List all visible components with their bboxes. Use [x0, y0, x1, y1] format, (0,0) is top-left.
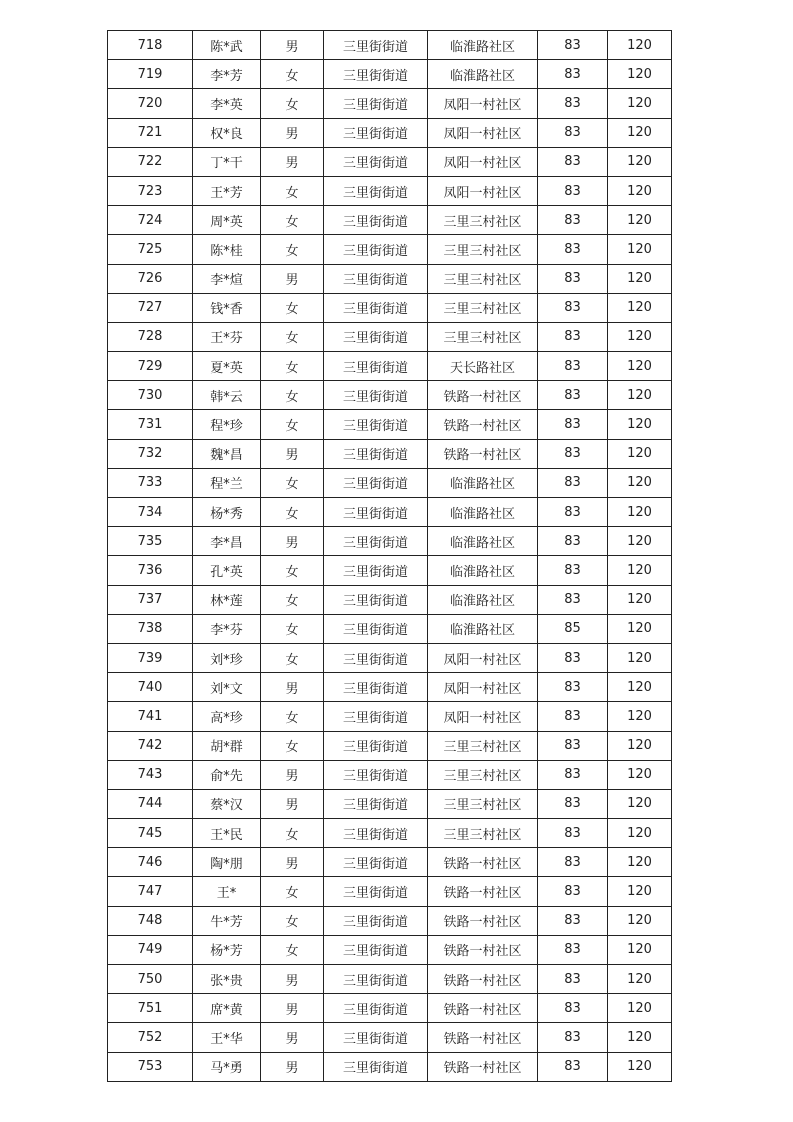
- cell-value-a: 83: [538, 410, 608, 439]
- cell-value-a: 83: [538, 935, 608, 964]
- cell-community: 铁路一村社区: [428, 935, 538, 964]
- table-row: [108, 1023, 672, 1052]
- table-row: [108, 410, 672, 439]
- cell-gender: 女: [261, 702, 324, 731]
- cell-name: 杨*秀: [193, 498, 261, 527]
- cell-subdistrict: 三里街街道: [324, 906, 428, 935]
- table-row: [108, 731, 672, 760]
- cell-row-number: 753: [108, 1052, 193, 1081]
- table-row: [108, 1052, 672, 1081]
- cell-community: 凤阳一村社区: [428, 702, 538, 731]
- cell-community: 天长路社区: [428, 352, 538, 381]
- cell-name: 席*黄: [193, 994, 261, 1023]
- cell-name: 陈*桂: [193, 235, 261, 264]
- cell-value-b: 120: [608, 935, 672, 964]
- cell-community: 凤阳一村社区: [428, 673, 538, 702]
- cell-subdistrict: 三里街街道: [324, 352, 428, 381]
- cell-community: 三里三村社区: [428, 322, 538, 351]
- cell-value-a: 83: [538, 877, 608, 906]
- cell-subdistrict: 三里街街道: [324, 147, 428, 176]
- table-row: [108, 789, 672, 818]
- cell-gender: 女: [261, 206, 324, 235]
- cell-gender: 男: [261, 789, 324, 818]
- cell-value-b: 120: [608, 731, 672, 760]
- cell-community: 凤阳一村社区: [428, 118, 538, 147]
- cell-value-a: 83: [538, 1052, 608, 1081]
- cell-community: 铁路一村社区: [428, 906, 538, 935]
- cell-gender: 女: [261, 293, 324, 322]
- table-row: [108, 439, 672, 468]
- cell-value-b: 120: [608, 439, 672, 468]
- cell-community: 三里三村社区: [428, 235, 538, 264]
- cell-name: 刘*文: [193, 673, 261, 702]
- cell-value-a: 85: [538, 614, 608, 643]
- cell-subdistrict: 三里街街道: [324, 702, 428, 731]
- cell-value-b: 120: [608, 614, 672, 643]
- cell-subdistrict: 三里街街道: [324, 468, 428, 497]
- cell-name: 王*芬: [193, 322, 261, 351]
- cell-value-b: 120: [608, 235, 672, 264]
- cell-value-b: 120: [608, 352, 672, 381]
- cell-value-b: 120: [608, 556, 672, 585]
- cell-name: 陶*朋: [193, 848, 261, 877]
- table-row: [108, 702, 672, 731]
- cell-value-b: 120: [608, 585, 672, 614]
- cell-community: 临淮路社区: [428, 527, 538, 556]
- cell-name: 王*民: [193, 819, 261, 848]
- cell-value-b: 120: [608, 789, 672, 818]
- cell-subdistrict: 三里街街道: [324, 789, 428, 818]
- cell-row-number: 744: [108, 789, 193, 818]
- cell-row-number: 739: [108, 643, 193, 672]
- cell-value-a: 83: [538, 994, 608, 1023]
- cell-gender: 女: [261, 556, 324, 585]
- cell-community: 凤阳一村社区: [428, 89, 538, 118]
- cell-value-a: 83: [538, 468, 608, 497]
- cell-gender: 男: [261, 760, 324, 789]
- cell-community: 三里三村社区: [428, 731, 538, 760]
- cell-subdistrict: 三里街街道: [324, 819, 428, 848]
- cell-value-a: 83: [538, 906, 608, 935]
- cell-row-number: 751: [108, 994, 193, 1023]
- cell-row-number: 745: [108, 819, 193, 848]
- cell-subdistrict: 三里街街道: [324, 731, 428, 760]
- table-body: [108, 31, 672, 1082]
- cell-gender: 男: [261, 994, 324, 1023]
- cell-gender: 女: [261, 935, 324, 964]
- cell-subdistrict: 三里街街道: [324, 614, 428, 643]
- cell-community: 临淮路社区: [428, 614, 538, 643]
- cell-community: 铁路一村社区: [428, 848, 538, 877]
- cell-row-number: 735: [108, 527, 193, 556]
- cell-value-b: 120: [608, 60, 672, 89]
- cell-value-a: 83: [538, 819, 608, 848]
- cell-value-a: 83: [538, 673, 608, 702]
- cell-value-b: 120: [608, 702, 672, 731]
- cell-subdistrict: 三里街街道: [324, 498, 428, 527]
- cell-row-number: 731: [108, 410, 193, 439]
- cell-subdistrict: 三里街街道: [324, 89, 428, 118]
- cell-subdistrict: 三里街街道: [324, 585, 428, 614]
- cell-row-number: 752: [108, 1023, 193, 1052]
- cell-name: 夏*英: [193, 352, 261, 381]
- cell-value-b: 120: [608, 381, 672, 410]
- cell-gender: 女: [261, 585, 324, 614]
- table-row: [108, 264, 672, 293]
- cell-subdistrict: 三里街街道: [324, 322, 428, 351]
- cell-community: 临淮路社区: [428, 585, 538, 614]
- table-row: [108, 760, 672, 789]
- cell-value-a: 83: [538, 322, 608, 351]
- cell-value-a: 83: [538, 60, 608, 89]
- cell-value-b: 120: [608, 965, 672, 994]
- cell-value-a: 83: [538, 264, 608, 293]
- cell-name: 胡*群: [193, 731, 261, 760]
- table-row: [108, 994, 672, 1023]
- cell-subdistrict: 三里街街道: [324, 31, 428, 60]
- table-row: [108, 322, 672, 351]
- table-row: [108, 935, 672, 964]
- cell-value-a: 83: [538, 789, 608, 818]
- table-row: [108, 527, 672, 556]
- cell-name: 王*: [193, 877, 261, 906]
- cell-name: 陈*武: [193, 31, 261, 60]
- cell-community: 铁路一村社区: [428, 439, 538, 468]
- table-row: [108, 235, 672, 264]
- cell-subdistrict: 三里街街道: [324, 877, 428, 906]
- cell-value-a: 83: [538, 89, 608, 118]
- cell-community: 铁路一村社区: [428, 1052, 538, 1081]
- table-row: [108, 89, 672, 118]
- cell-value-a: 83: [538, 235, 608, 264]
- cell-gender: 女: [261, 498, 324, 527]
- cell-gender: 男: [261, 1052, 324, 1081]
- cell-gender: 女: [261, 614, 324, 643]
- cell-value-b: 120: [608, 468, 672, 497]
- cell-value-b: 120: [608, 147, 672, 176]
- cell-value-a: 83: [538, 1023, 608, 1052]
- cell-subdistrict: 三里街街道: [324, 60, 428, 89]
- cell-community: 铁路一村社区: [428, 1023, 538, 1052]
- cell-subdistrict: 三里街街道: [324, 673, 428, 702]
- cell-row-number: 741: [108, 702, 193, 731]
- cell-value-a: 83: [538, 147, 608, 176]
- cell-value-a: 83: [538, 206, 608, 235]
- cell-community: 临淮路社区: [428, 60, 538, 89]
- cell-value-b: 120: [608, 760, 672, 789]
- cell-row-number: 738: [108, 614, 193, 643]
- cell-row-number: 724: [108, 206, 193, 235]
- cell-name: 韩*云: [193, 381, 261, 410]
- cell-gender: 女: [261, 60, 324, 89]
- cell-subdistrict: 三里街街道: [324, 848, 428, 877]
- cell-value-b: 120: [608, 527, 672, 556]
- cell-gender: 男: [261, 439, 324, 468]
- table-row: [108, 468, 672, 497]
- cell-value-a: 83: [538, 31, 608, 60]
- cell-row-number: 740: [108, 673, 193, 702]
- cell-gender: 女: [261, 352, 324, 381]
- table-row: [108, 877, 672, 906]
- cell-value-b: 120: [608, 673, 672, 702]
- cell-row-number: 725: [108, 235, 193, 264]
- cell-row-number: 728: [108, 322, 193, 351]
- cell-community: 凤阳一村社区: [428, 643, 538, 672]
- table-row: [108, 147, 672, 176]
- cell-name: 牛*芳: [193, 906, 261, 935]
- table-row: [108, 498, 672, 527]
- table-row: [108, 906, 672, 935]
- cell-value-b: 120: [608, 322, 672, 351]
- table-row: [108, 352, 672, 381]
- cell-value-a: 83: [538, 527, 608, 556]
- cell-name: 李*英: [193, 89, 261, 118]
- cell-name: 高*珍: [193, 702, 261, 731]
- table-row: [108, 643, 672, 672]
- table-row: [108, 293, 672, 322]
- cell-gender: 女: [261, 731, 324, 760]
- cell-name: 李*煊: [193, 264, 261, 293]
- cell-row-number: 737: [108, 585, 193, 614]
- table-row: [108, 381, 672, 410]
- table-row: [108, 614, 672, 643]
- cell-value-a: 83: [538, 293, 608, 322]
- cell-subdistrict: 三里街街道: [324, 235, 428, 264]
- cell-community: 铁路一村社区: [428, 994, 538, 1023]
- table-row: [108, 118, 672, 147]
- cell-subdistrict: 三里街街道: [324, 935, 428, 964]
- cell-value-a: 83: [538, 556, 608, 585]
- cell-gender: 女: [261, 89, 324, 118]
- cell-subdistrict: 三里街街道: [324, 1023, 428, 1052]
- cell-name: 马*勇: [193, 1052, 261, 1081]
- cell-community: 临淮路社区: [428, 468, 538, 497]
- cell-subdistrict: 三里街街道: [324, 1052, 428, 1081]
- cell-name: 周*英: [193, 206, 261, 235]
- cell-community: 凤阳一村社区: [428, 147, 538, 176]
- cell-name: 丁*干: [193, 147, 261, 176]
- cell-community: 铁路一村社区: [428, 381, 538, 410]
- cell-row-number: 719: [108, 60, 193, 89]
- cell-subdistrict: 三里街街道: [324, 118, 428, 147]
- cell-community: 凤阳一村社区: [428, 176, 538, 205]
- cell-row-number: 729: [108, 352, 193, 381]
- table-row: [108, 673, 672, 702]
- cell-community: 三里三村社区: [428, 760, 538, 789]
- cell-value-b: 120: [608, 994, 672, 1023]
- cell-gender: 男: [261, 1023, 324, 1052]
- cell-value-a: 83: [538, 965, 608, 994]
- cell-row-number: 746: [108, 848, 193, 877]
- cell-value-b: 120: [608, 206, 672, 235]
- cell-value-a: 83: [538, 585, 608, 614]
- cell-value-b: 120: [608, 906, 672, 935]
- cell-row-number: 736: [108, 556, 193, 585]
- cell-name: 王*芳: [193, 176, 261, 205]
- cell-name: 李*芳: [193, 60, 261, 89]
- cell-subdistrict: 三里街街道: [324, 439, 428, 468]
- cell-community: 临淮路社区: [428, 31, 538, 60]
- cell-value-a: 83: [538, 381, 608, 410]
- cell-value-b: 120: [608, 410, 672, 439]
- cell-value-a: 83: [538, 848, 608, 877]
- cell-row-number: 734: [108, 498, 193, 527]
- cell-gender: 女: [261, 468, 324, 497]
- cell-value-b: 120: [608, 643, 672, 672]
- table-row: [108, 556, 672, 585]
- cell-subdistrict: 三里街街道: [324, 760, 428, 789]
- cell-gender: 女: [261, 877, 324, 906]
- cell-name: 杨*芳: [193, 935, 261, 964]
- cell-community: 临淮路社区: [428, 498, 538, 527]
- cell-community: 铁路一村社区: [428, 877, 538, 906]
- cell-gender: 男: [261, 118, 324, 147]
- cell-community: 三里三村社区: [428, 819, 538, 848]
- cell-gender: 男: [261, 264, 324, 293]
- roster-table: [107, 30, 672, 1082]
- cell-subdistrict: 三里街街道: [324, 643, 428, 672]
- cell-row-number: 723: [108, 176, 193, 205]
- cell-row-number: 732: [108, 439, 193, 468]
- cell-name: 蔡*汉: [193, 789, 261, 818]
- table-row: [108, 206, 672, 235]
- cell-subdistrict: 三里街街道: [324, 381, 428, 410]
- table-row: [108, 31, 672, 60]
- cell-row-number: 750: [108, 965, 193, 994]
- cell-row-number: 722: [108, 147, 193, 176]
- cell-row-number: 726: [108, 264, 193, 293]
- cell-name: 钱*香: [193, 293, 261, 322]
- cell-gender: 女: [261, 176, 324, 205]
- cell-value-b: 120: [608, 293, 672, 322]
- table-row: [108, 585, 672, 614]
- table-row: [108, 60, 672, 89]
- cell-gender: 女: [261, 819, 324, 848]
- cell-name: 魏*昌: [193, 439, 261, 468]
- cell-name: 俞*先: [193, 760, 261, 789]
- cell-row-number: 748: [108, 906, 193, 935]
- cell-value-a: 83: [538, 439, 608, 468]
- cell-value-a: 83: [538, 760, 608, 789]
- cell-row-number: 749: [108, 935, 193, 964]
- cell-value-b: 120: [608, 498, 672, 527]
- cell-name: 孔*英: [193, 556, 261, 585]
- cell-row-number: 718: [108, 31, 193, 60]
- cell-value-b: 120: [608, 819, 672, 848]
- cell-subdistrict: 三里街街道: [324, 264, 428, 293]
- cell-gender: 男: [261, 673, 324, 702]
- cell-gender: 女: [261, 381, 324, 410]
- cell-name: 李*芬: [193, 614, 261, 643]
- cell-value-b: 120: [608, 176, 672, 205]
- cell-row-number: 721: [108, 118, 193, 147]
- cell-gender: 女: [261, 906, 324, 935]
- cell-row-number: 743: [108, 760, 193, 789]
- cell-gender: 女: [261, 322, 324, 351]
- cell-value-b: 120: [608, 877, 672, 906]
- cell-row-number: 730: [108, 381, 193, 410]
- cell-value-a: 83: [538, 731, 608, 760]
- cell-gender: 男: [261, 965, 324, 994]
- cell-gender: 男: [261, 31, 324, 60]
- cell-name: 李*昌: [193, 527, 261, 556]
- cell-gender: 男: [261, 527, 324, 556]
- cell-value-b: 120: [608, 1023, 672, 1052]
- cell-subdistrict: 三里街街道: [324, 206, 428, 235]
- cell-value-a: 83: [538, 118, 608, 147]
- cell-row-number: 727: [108, 293, 193, 322]
- cell-value-a: 83: [538, 352, 608, 381]
- cell-name: 林*莲: [193, 585, 261, 614]
- cell-row-number: 720: [108, 89, 193, 118]
- cell-community: 三里三村社区: [428, 206, 538, 235]
- cell-gender: 女: [261, 235, 324, 264]
- cell-gender: 男: [261, 147, 324, 176]
- cell-value-a: 83: [538, 498, 608, 527]
- cell-gender: 男: [261, 848, 324, 877]
- cell-subdistrict: 三里街街道: [324, 410, 428, 439]
- cell-community: 三里三村社区: [428, 264, 538, 293]
- cell-community: 三里三村社区: [428, 293, 538, 322]
- cell-row-number: 742: [108, 731, 193, 760]
- cell-name: 王*华: [193, 1023, 261, 1052]
- cell-value-b: 120: [608, 1052, 672, 1081]
- cell-row-number: 733: [108, 468, 193, 497]
- table-row: [108, 848, 672, 877]
- cell-row-number: 747: [108, 877, 193, 906]
- cell-gender: 女: [261, 410, 324, 439]
- table-row: [108, 176, 672, 205]
- table-row: [108, 819, 672, 848]
- cell-value-b: 120: [608, 118, 672, 147]
- cell-community: 临淮路社区: [428, 556, 538, 585]
- cell-name: 程*珍: [193, 410, 261, 439]
- cell-value-a: 83: [538, 643, 608, 672]
- cell-name: 权*良: [193, 118, 261, 147]
- cell-value-b: 120: [608, 89, 672, 118]
- cell-name: 刘*珍: [193, 643, 261, 672]
- cell-subdistrict: 三里街街道: [324, 965, 428, 994]
- cell-value-b: 120: [608, 31, 672, 60]
- cell-value-b: 120: [608, 264, 672, 293]
- cell-name: 张*贵: [193, 965, 261, 994]
- cell-name: 程*兰: [193, 468, 261, 497]
- cell-community: 铁路一村社区: [428, 965, 538, 994]
- cell-community: 三里三村社区: [428, 789, 538, 818]
- table-row: [108, 965, 672, 994]
- cell-value-a: 83: [538, 176, 608, 205]
- cell-subdistrict: 三里街街道: [324, 293, 428, 322]
- cell-value-b: 120: [608, 848, 672, 877]
- cell-community: 铁路一村社区: [428, 410, 538, 439]
- cell-subdistrict: 三里街街道: [324, 556, 428, 585]
- cell-subdistrict: 三里街街道: [324, 527, 428, 556]
- cell-subdistrict: 三里街街道: [324, 994, 428, 1023]
- cell-subdistrict: 三里街街道: [324, 176, 428, 205]
- cell-value-a: 83: [538, 702, 608, 731]
- cell-gender: 女: [261, 643, 324, 672]
